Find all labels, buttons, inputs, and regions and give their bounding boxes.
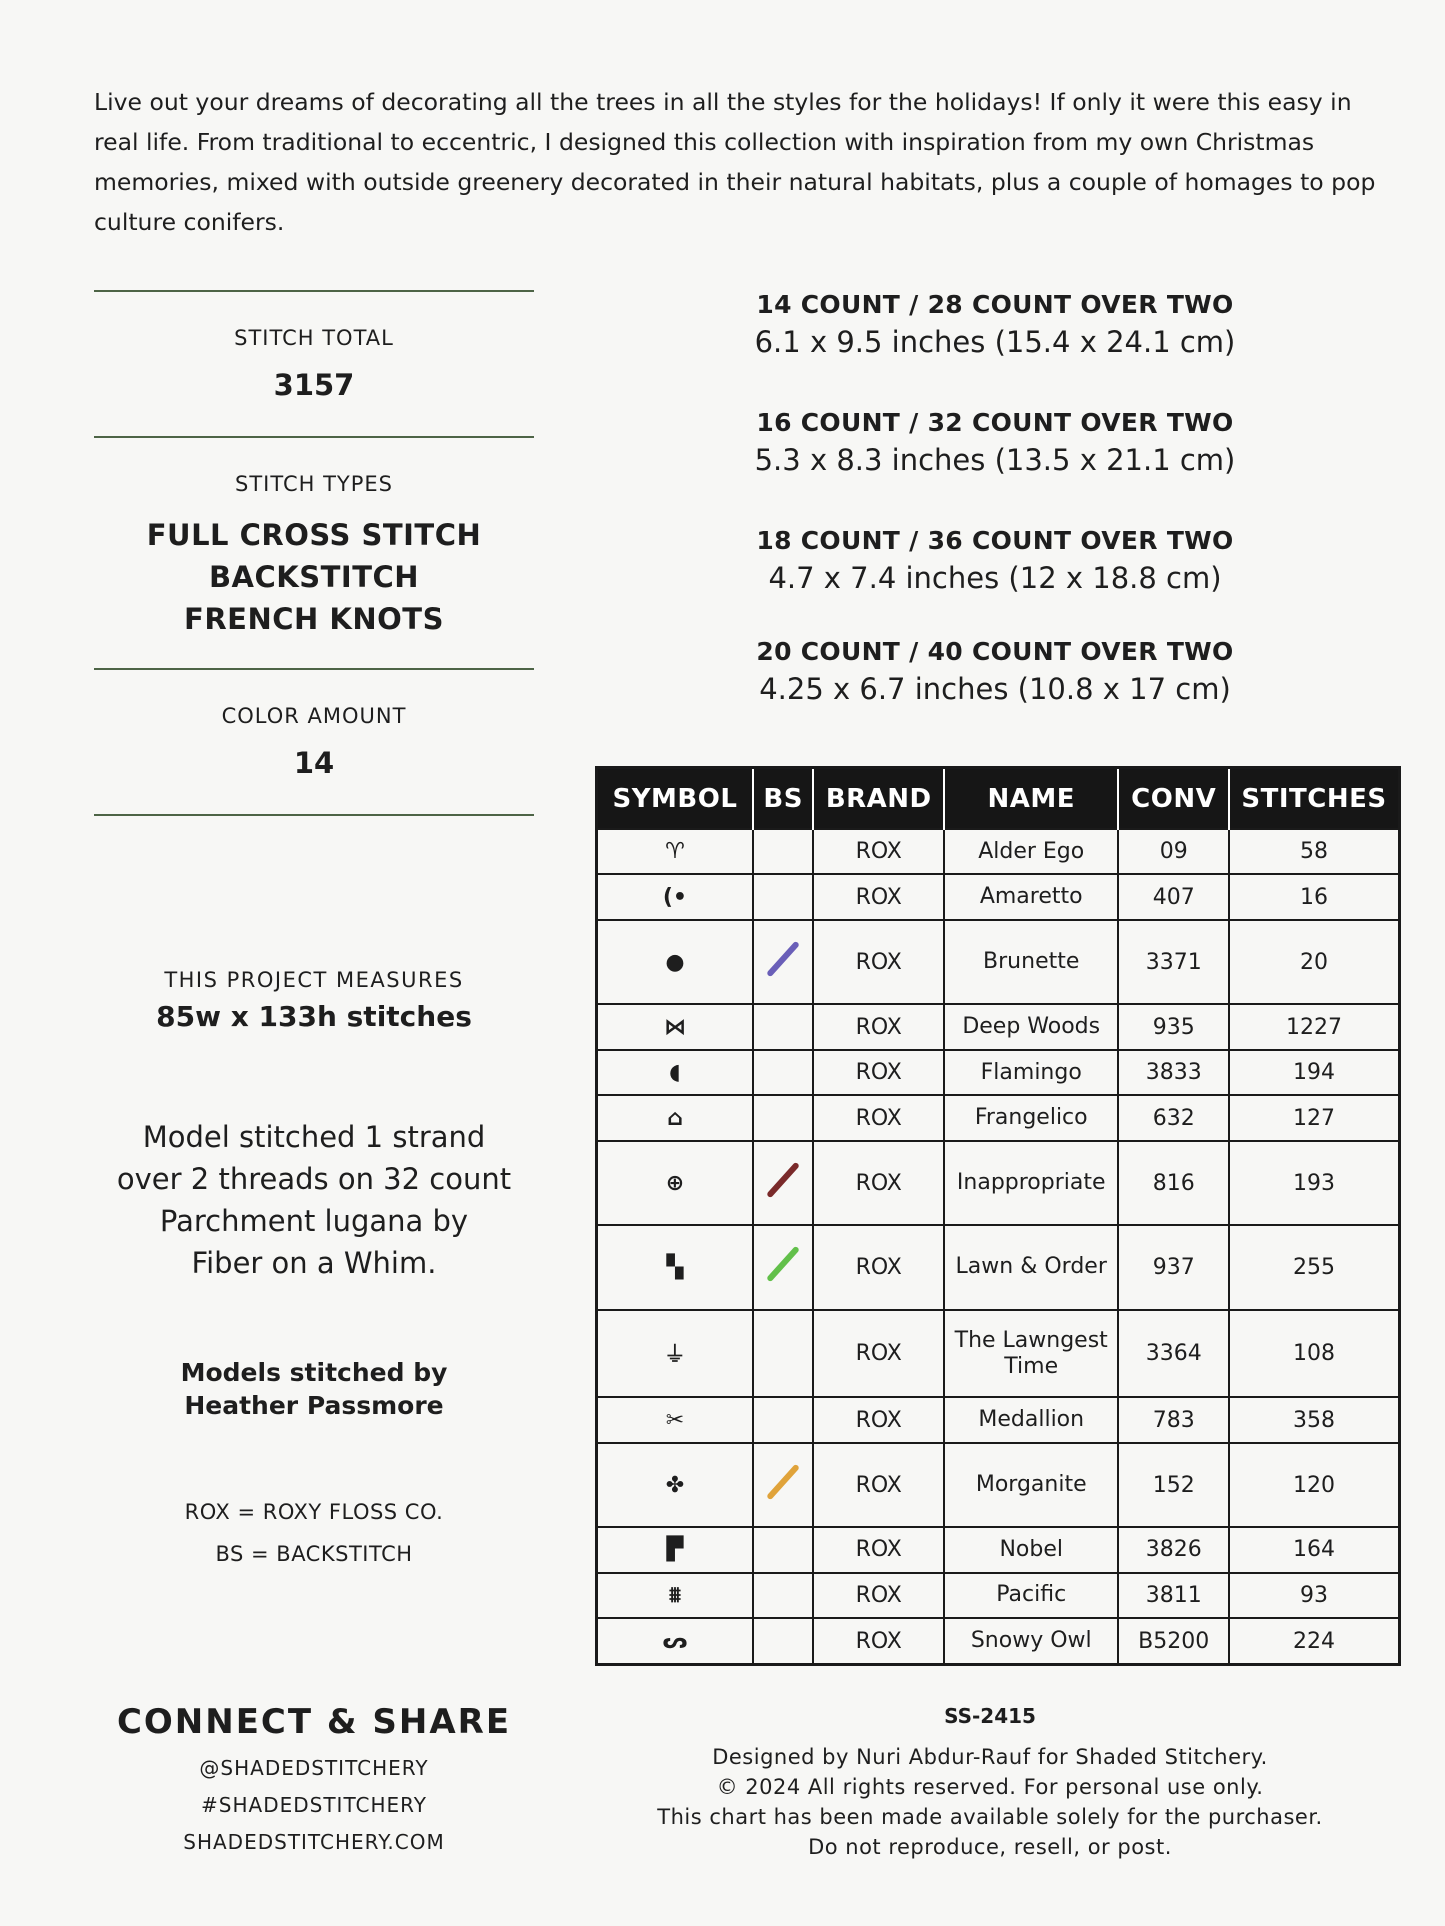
stitches-cell: 20 xyxy=(1229,920,1400,1004)
symbol-cell: ⋈ xyxy=(597,1004,753,1049)
name-cell: Brunette xyxy=(944,920,1118,1004)
brand-cell: ROX xyxy=(813,1573,944,1618)
bs-cell xyxy=(753,874,814,919)
backstitch-swatch xyxy=(766,1464,800,1501)
color-key-table xyxy=(595,766,1401,1666)
measure-value: 85w x 133h stitches xyxy=(156,1000,472,1033)
stats-panel xyxy=(94,290,534,816)
conv-cell: 152 xyxy=(1118,1443,1229,1527)
bs-cell xyxy=(753,829,814,874)
table-row xyxy=(597,1310,1400,1398)
brand-cell: ROX xyxy=(813,1095,944,1140)
brand-cell: ROX xyxy=(813,1225,944,1309)
stitch-types-list xyxy=(94,514,534,640)
table-row xyxy=(597,1095,1400,1140)
stitches-cell: 255 xyxy=(1229,1225,1400,1309)
stitches-cell: 58 xyxy=(1229,829,1400,874)
size-value: 6.1 x 9.5 inches (15.4 x 24.1 cm) xyxy=(754,325,1236,359)
table-header-row xyxy=(597,768,1400,830)
conv-cell: B5200 xyxy=(1118,1618,1229,1664)
model-line: Parchment lugana by xyxy=(159,1204,469,1238)
header-bs: BS xyxy=(753,768,814,830)
symbol-cell: ᔕ xyxy=(597,1618,753,1664)
size-block xyxy=(700,637,1290,706)
symbol-cell: ● xyxy=(597,920,753,1004)
name-cell: Alder Ego xyxy=(944,829,1118,874)
divider xyxy=(94,290,534,292)
symbol-cell: ▚ xyxy=(597,1225,753,1309)
name-cell: Inappropriate xyxy=(944,1141,1118,1225)
intro-paragraph: Live out your dreams of decorating all the trees in all the styles for the holidays! If only it were this easy in real life. From traditional to eccentric, I designed this collection with inspiration from my own Christmas memories, mixed with outside greenery decorated in their natural habitats, plus a couple of homages to pop culture conifers. xyxy=(94,88,1376,236)
bs-cell xyxy=(753,1095,814,1140)
legend-line: ROX = ROXY FLOSS CO. xyxy=(184,1500,444,1524)
name-cell: Pacific xyxy=(944,1573,1118,1618)
size-value: 5.3 x 8.3 inches (13.5 x 21.1 cm) xyxy=(754,443,1236,477)
conv-cell: 09 xyxy=(1118,829,1229,874)
symbol-cell: ✤ xyxy=(597,1443,753,1527)
stitches-cell: 224 xyxy=(1229,1618,1400,1664)
size-label: 14 COUNT / 28 COUNT OVER TWO xyxy=(756,290,1234,319)
bs-cell xyxy=(753,1618,814,1664)
name-cell: Medallion xyxy=(944,1397,1118,1442)
backstitch-swatch xyxy=(766,1162,800,1199)
social-hashtag[interactable]: #SHADEDSTITCHERY xyxy=(201,1793,427,1817)
bs-cell xyxy=(753,1225,814,1309)
social-handle[interactable]: @SHADEDSTITCHERY xyxy=(199,1756,429,1780)
conv-cell: 407 xyxy=(1118,874,1229,919)
credit-line: Designed by Nuri Abdur-Rauf for Shaded Stitchery. xyxy=(712,1745,1268,1769)
table-row xyxy=(597,1397,1400,1442)
size-value: 4.25 x 6.7 inches (10.8 x 17 cm) xyxy=(759,672,1231,706)
conv-cell: 935 xyxy=(1118,1004,1229,1049)
table-row xyxy=(597,1004,1400,1049)
stitches-cell: 16 xyxy=(1229,874,1400,919)
legend-line: BS = BACKSTITCH xyxy=(215,1542,413,1566)
model-line: Model stitched 1 strand xyxy=(142,1120,486,1154)
brand-cell: ROX xyxy=(813,1443,944,1527)
symbol-cell: ⩩ xyxy=(597,1573,753,1618)
measure-label: THIS PROJECT MEASURES xyxy=(164,968,464,992)
size-value: 4.7 x 7.4 inches (12 x 18.8 cm) xyxy=(768,561,1222,595)
stitched-by xyxy=(94,1356,534,1422)
credits xyxy=(640,1742,1340,1862)
bs-cell xyxy=(753,1050,814,1095)
stitches-cell: 164 xyxy=(1229,1527,1400,1572)
stitch-types-label: STITCH TYPES xyxy=(235,472,393,496)
symbol-cell: ◖ xyxy=(597,1050,753,1095)
symbol-cell: ✂ xyxy=(597,1397,753,1442)
name-cell: Nobel xyxy=(944,1527,1118,1572)
stitch-total-value: 3157 xyxy=(273,368,355,402)
table-row xyxy=(597,1141,1400,1225)
bs-cell xyxy=(753,1004,814,1049)
name-cell: Snowy Owl xyxy=(944,1618,1118,1664)
size-block xyxy=(700,290,1290,359)
brand-cell: ROX xyxy=(813,874,944,919)
footer xyxy=(640,1704,1340,1862)
conv-cell: 3364 xyxy=(1118,1310,1229,1398)
abbreviation-legend xyxy=(94,1491,534,1575)
connect-title: CONNECT & SHARE xyxy=(116,1702,512,1742)
model-info xyxy=(94,1116,534,1284)
stitched-by-line: Heather Passmore xyxy=(184,1391,444,1420)
table-row xyxy=(597,1225,1400,1309)
conv-cell: 816 xyxy=(1118,1141,1229,1225)
divider xyxy=(94,668,534,670)
color-amount-label: COLOR AMOUNT xyxy=(221,704,407,728)
name-cell: Morganite xyxy=(944,1443,1118,1527)
backstitch-swatch xyxy=(766,941,800,978)
brand-cell: ROX xyxy=(813,1527,944,1572)
divider xyxy=(94,436,534,438)
color-amount-value: 14 xyxy=(293,746,335,780)
header-name: NAME xyxy=(944,768,1118,830)
stitch-type: FRENCH KNOTS xyxy=(184,602,444,636)
brand-cell: ROX xyxy=(813,1141,944,1225)
table-row xyxy=(597,1050,1400,1095)
brand-cell: ROX xyxy=(813,1050,944,1095)
bs-cell xyxy=(753,1443,814,1527)
table-row xyxy=(597,1443,1400,1527)
divider xyxy=(94,814,534,816)
symbol-cell: ▛ xyxy=(597,1527,753,1572)
conv-cell: 3833 xyxy=(1118,1050,1229,1095)
symbol-cell: ⊕ xyxy=(597,1141,753,1225)
stitches-cell: 93 xyxy=(1229,1573,1400,1618)
name-cell: Deep Woods xyxy=(944,1004,1118,1049)
stitched-by-line: Models stitched by xyxy=(180,1358,448,1387)
stitches-cell: 194 xyxy=(1229,1050,1400,1095)
header-conv: CONV xyxy=(1118,768,1229,830)
table-row xyxy=(597,874,1400,919)
stitch-type: FULL CROSS STITCH xyxy=(146,518,482,552)
stitches-cell: 1227 xyxy=(1229,1004,1400,1049)
size-label: 18 COUNT / 36 COUNT OVER TWO xyxy=(756,526,1234,555)
brand-cell: ROX xyxy=(813,920,944,1004)
credit-line: © 2024 All rights reserved. For personal use only. xyxy=(716,1775,1264,1799)
table-row xyxy=(597,920,1400,1004)
stitch-type: BACKSTITCH xyxy=(208,560,420,594)
table-row xyxy=(597,1573,1400,1618)
size-label: 20 COUNT / 40 COUNT OVER TWO xyxy=(756,637,1234,666)
header-brand: BRAND xyxy=(813,768,944,830)
conv-cell: 3826 xyxy=(1118,1527,1229,1572)
connect-share xyxy=(94,1702,534,1861)
conv-cell: 3371 xyxy=(1118,920,1229,1004)
stitch-total-label: STITCH TOTAL xyxy=(234,326,394,350)
table-row xyxy=(597,829,1400,874)
header-stitches: STITCHES xyxy=(1229,768,1400,830)
website-link[interactable]: SHADEDSTITCHERY.COM xyxy=(183,1830,445,1854)
bs-cell xyxy=(753,1310,814,1398)
conv-cell: 783 xyxy=(1118,1397,1229,1442)
backstitch-swatch xyxy=(766,1246,800,1283)
brand-cell: ROX xyxy=(813,1310,944,1398)
bs-cell xyxy=(753,1397,814,1442)
conv-cell: 632 xyxy=(1118,1095,1229,1140)
name-cell: Amaretto xyxy=(944,874,1118,919)
conv-cell: 937 xyxy=(1118,1225,1229,1309)
stitches-cell: 193 xyxy=(1229,1141,1400,1225)
stitches-cell: 108 xyxy=(1229,1310,1400,1398)
header-symbol: SYMBOL xyxy=(597,768,753,830)
name-cell: The Lawngest Time xyxy=(944,1310,1118,1398)
name-cell: Flamingo xyxy=(944,1050,1118,1095)
model-line: over 2 threads on 32 count xyxy=(116,1162,512,1196)
credit-line: This chart has been made available solely for the purchaser. xyxy=(657,1805,1323,1829)
bs-cell xyxy=(753,1527,814,1572)
name-cell: Frangelico xyxy=(944,1095,1118,1140)
name-cell: Lawn & Order xyxy=(944,1225,1118,1309)
stitches-cell: 127 xyxy=(1229,1095,1400,1140)
size-block xyxy=(700,526,1290,595)
brand-cell: ROX xyxy=(813,1004,944,1049)
size-block xyxy=(700,408,1290,477)
model-line: Fiber on a Whim. xyxy=(191,1246,437,1280)
brand-cell: ROX xyxy=(813,1618,944,1664)
stitches-cell: 358 xyxy=(1229,1397,1400,1442)
symbol-cell: ⏚ xyxy=(597,1310,753,1398)
symbol-cell: (• xyxy=(597,874,753,919)
bs-cell xyxy=(753,1141,814,1225)
project-measure xyxy=(94,968,534,1033)
symbol-cell: ⌂ xyxy=(597,1095,753,1140)
size-label: 16 COUNT / 32 COUNT OVER TWO xyxy=(756,408,1234,437)
table-row xyxy=(597,1618,1400,1664)
bs-cell xyxy=(753,1573,814,1618)
table-row xyxy=(597,1527,1400,1572)
brand-cell: ROX xyxy=(813,829,944,874)
symbol-cell: ♈ xyxy=(597,829,753,874)
stitches-cell: 120 xyxy=(1229,1443,1400,1527)
conv-cell: 3811 xyxy=(1118,1573,1229,1618)
pattern-code: SS-2415 xyxy=(944,1704,1036,1728)
bs-cell xyxy=(753,920,814,1004)
credit-line: Do not reproduce, resell, or post. xyxy=(808,1835,1172,1859)
brand-cell: ROX xyxy=(813,1397,944,1442)
